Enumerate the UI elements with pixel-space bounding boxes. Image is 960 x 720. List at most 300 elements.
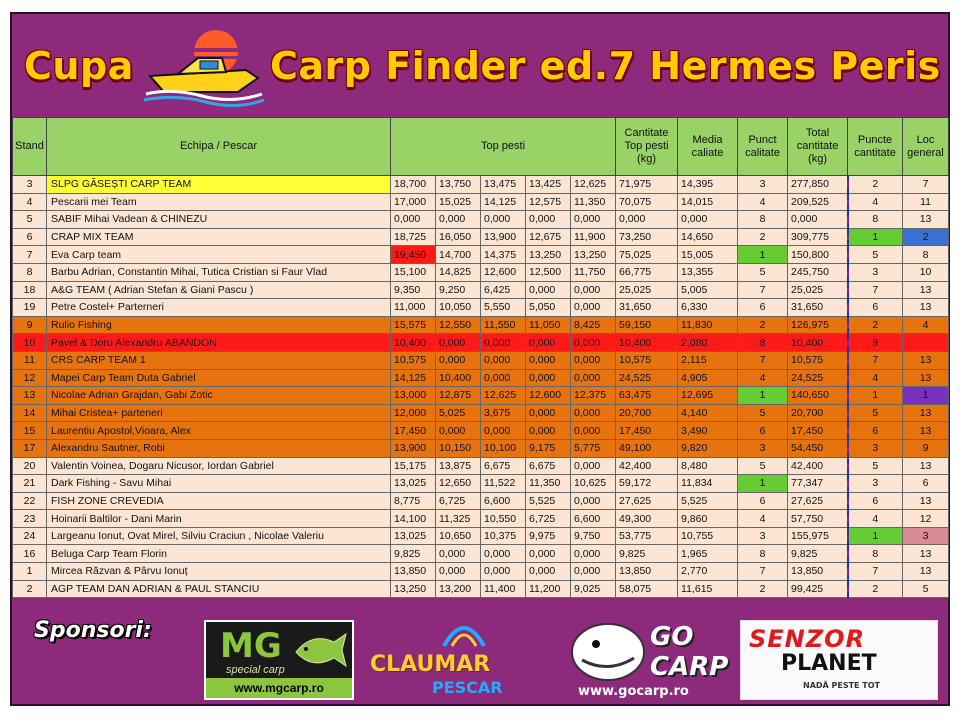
qty-points-cell: 1 (848, 387, 903, 405)
total-qty-cell: 24,525 (788, 369, 848, 387)
quality-points-cell: 1 (738, 246, 788, 264)
qty-top-cell: 20,700 (616, 404, 678, 422)
sponsors-strip (12, 612, 948, 704)
fish2-cell: 5,025 (436, 404, 481, 422)
quality-points-cell: 7 (738, 351, 788, 369)
title-part2: Carp Finder ed.7 Hermes Peris (270, 44, 941, 88)
overall-rank-cell: 3 (903, 527, 949, 545)
fish1-cell: 13,250 (391, 580, 436, 598)
qty-points-cell: 4 (848, 510, 903, 528)
fish2-cell: 16,050 (436, 228, 481, 246)
fish1-cell: 15,175 (391, 457, 436, 475)
mg-url: www.mgcarp.ro (206, 678, 352, 698)
senzor-text: SENZOR (749, 625, 866, 653)
stand-cell: 22 (13, 492, 47, 510)
qty-points-cell: 3 (848, 439, 903, 457)
qty-points-cell: 5 (848, 404, 903, 422)
total-qty-cell: 13,850 (788, 563, 848, 581)
average-cell: 2,115 (678, 351, 738, 369)
stand-cell: 12 (13, 369, 47, 387)
fish4-cell: 0,000 (526, 334, 571, 352)
table-row (13, 263, 949, 281)
fish4-cell: 12,500 (526, 263, 571, 281)
fish2-cell: 10,050 (436, 299, 481, 317)
fish2-cell: 9,250 (436, 281, 481, 299)
fish5-cell: 12,625 (571, 176, 616, 194)
fish5-cell: 0,000 (571, 422, 616, 440)
total-qty-cell: 27,625 (788, 492, 848, 510)
fish5-cell: 9,025 (571, 580, 616, 598)
table-row (13, 193, 949, 211)
quality-points-cell: 8 (738, 211, 788, 229)
table-row (13, 299, 949, 317)
qty-top-cell: 49,100 (616, 439, 678, 457)
table-row (13, 563, 949, 581)
table-row (13, 211, 949, 229)
fish1-cell: 12,000 (391, 404, 436, 422)
fish2-cell: 14,825 (436, 263, 481, 281)
team-cell: Nicolae Adrian Grajdan, Gabi Zotic (47, 387, 391, 405)
fish5-cell: 0,000 (571, 545, 616, 563)
quality-points-cell: 4 (738, 193, 788, 211)
fish4-cell: 5,525 (526, 492, 571, 510)
qty-top-cell: 13,850 (616, 563, 678, 581)
header-overall-rank: Loc general (903, 118, 949, 176)
table-row (13, 228, 949, 246)
qty-top-cell: 73,250 (616, 228, 678, 246)
team-cell: Largeanu Ionut, Ovat Mirel, Silviu Craciun , Nicolae Valeriu (47, 527, 391, 545)
total-qty-cell: 155,975 (788, 527, 848, 545)
stand-cell: 19 (13, 299, 47, 317)
fish2-cell: 6,725 (436, 492, 481, 510)
stand-cell: 11 (13, 351, 47, 369)
average-cell: 2,770 (678, 563, 738, 581)
overall-rank-cell: 13 (903, 351, 949, 369)
total-qty-cell: 209,525 (788, 193, 848, 211)
fish5-cell: 11,350 (571, 193, 616, 211)
team-cell: Beluga Carp Team Florin (47, 545, 391, 563)
qty-points-cell: 5 (848, 246, 903, 264)
overall-rank-cell: 5 (903, 580, 949, 598)
average-cell: 10,755 (678, 527, 738, 545)
fish1-cell: 13,000 (391, 387, 436, 405)
fish3-cell: 0,000 (481, 351, 526, 369)
total-qty-cell: 245,750 (788, 263, 848, 281)
team-cell: SABIF Mihai Vadean & CHINEZU (47, 211, 391, 229)
qty-points-cell: 8 (848, 545, 903, 563)
fish3-cell: 12,600 (481, 263, 526, 281)
header-total-qty: Total cantitate (kg) (788, 118, 848, 176)
fish3-cell: 12,625 (481, 387, 526, 405)
fish3-cell: 0,000 (481, 563, 526, 581)
qty-points-cell: 8 (848, 334, 903, 352)
table-row (13, 334, 949, 352)
qty-top-cell: 75,025 (616, 246, 678, 264)
mg-letters: MG (220, 626, 282, 666)
average-cell: 13,355 (678, 263, 738, 281)
fish1-cell: 9,825 (391, 545, 436, 563)
average-cell: 11,830 (678, 316, 738, 334)
average-cell: 11,834 (678, 475, 738, 493)
fish3-cell: 10,100 (481, 439, 526, 457)
fish4-cell: 0,000 (526, 281, 571, 299)
quality-points-cell: 5 (738, 263, 788, 281)
stand-cell: 23 (13, 510, 47, 528)
average-cell: 4,905 (678, 369, 738, 387)
fish1-cell: 17,450 (391, 422, 436, 440)
fish1-cell: 8,775 (391, 492, 436, 510)
overall-rank-cell: 6 (903, 475, 949, 493)
fish5-cell: 6,600 (571, 510, 616, 528)
total-qty-cell: 54,450 (788, 439, 848, 457)
quality-points-cell: 2 (738, 228, 788, 246)
fish3-cell: 14,125 (481, 193, 526, 211)
quality-points-cell: 4 (738, 510, 788, 528)
fish2-cell: 12,550 (436, 316, 481, 334)
results-table (12, 117, 949, 598)
team-cell: FISH ZONE CREVEDIA (47, 492, 391, 510)
fish5-cell: 0,000 (571, 299, 616, 317)
qty-points-cell: 2 (848, 580, 903, 598)
quality-points-cell: 3 (738, 527, 788, 545)
total-qty-cell: 140,650 (788, 387, 848, 405)
stand-cell: 7 (13, 246, 47, 264)
fish3-cell: 0,000 (481, 422, 526, 440)
fish4-cell: 13,425 (526, 176, 571, 194)
header-stand: Stand (13, 118, 47, 176)
gocarp-url: www.gocarp.ro (578, 684, 689, 699)
qty-points-cell: 1 (848, 228, 903, 246)
fish3-cell: 11,550 (481, 316, 526, 334)
total-qty-cell: 309,775 (788, 228, 848, 246)
fish-hook-icon (434, 616, 494, 652)
quality-points-cell: 2 (738, 580, 788, 598)
total-qty-cell: 10,400 (788, 334, 848, 352)
average-cell: 9,860 (678, 510, 738, 528)
fish4-cell: 0,000 (526, 211, 571, 229)
team-cell: Mihai Cristea+ parteneri (47, 404, 391, 422)
fish2-cell: 11,325 (436, 510, 481, 528)
mg-special-carp-logo (204, 620, 354, 700)
fish4-cell: 12,600 (526, 387, 571, 405)
total-qty-cell: 77,347 (788, 475, 848, 493)
fish5-cell: 13,250 (571, 246, 616, 264)
sponsors-label: Sponsori: (34, 618, 152, 643)
table-row (13, 545, 949, 563)
stand-cell: 10 (13, 334, 47, 352)
fish1-cell: 14,100 (391, 510, 436, 528)
fish2-cell: 15,025 (436, 193, 481, 211)
fish1-cell: 13,850 (391, 563, 436, 581)
team-cell: Rulio Fishing (47, 316, 391, 334)
fish4-cell: 0,000 (526, 422, 571, 440)
fish1-cell: 18,725 (391, 228, 436, 246)
qty-top-cell: 17,450 (616, 422, 678, 440)
table-row (13, 580, 949, 598)
overall-rank-cell: 13 (903, 422, 949, 440)
fish2-cell: 12,650 (436, 475, 481, 493)
fish4-cell: 0,000 (526, 563, 571, 581)
stand-cell: 4 (13, 193, 47, 211)
fish3-cell: 5,550 (481, 299, 526, 317)
overall-rank-cell (903, 334, 949, 352)
fish5-cell: 0,000 (571, 281, 616, 299)
quality-points-cell: 6 (738, 299, 788, 317)
fish4-cell: 0,000 (526, 545, 571, 563)
qty-top-cell: 10,400 (616, 334, 678, 352)
team-cell: SLPG GĂSEȘTI CARP TEAM (47, 176, 391, 194)
overall-rank-cell: 13 (903, 404, 949, 422)
fish2-cell: 10,150 (436, 439, 481, 457)
table-row (13, 457, 949, 475)
overall-rank-cell: 13 (903, 281, 949, 299)
qty-points-cell: 6 (848, 492, 903, 510)
stand-cell: 8 (13, 263, 47, 281)
fish5-cell: 0,000 (571, 351, 616, 369)
team-cell: CRS CARP TEAM 1 (47, 351, 391, 369)
qty-top-cell: 59,150 (616, 316, 678, 334)
claumar-subtitle: PESCAR (432, 678, 503, 697)
average-cell: 14,395 (678, 176, 738, 194)
team-cell: Dark Fishing - Savu Mihai (47, 475, 391, 493)
fish5-cell: 0,000 (571, 334, 616, 352)
team-cell: Valentin Voinea, Dogaru Nicusor, Iordan Gabriel (47, 457, 391, 475)
total-qty-cell: 42,400 (788, 457, 848, 475)
fish1-cell: 17,000 (391, 193, 436, 211)
fish4-cell: 12,675 (526, 228, 571, 246)
fish5-cell: 11,900 (571, 228, 616, 246)
fish5-cell: 9,750 (571, 527, 616, 545)
table-row (13, 439, 949, 457)
fish5-cell: 10,625 (571, 475, 616, 493)
fish3-cell: 10,550 (481, 510, 526, 528)
stand-cell: 9 (13, 316, 47, 334)
overall-rank-cell: 7 (903, 176, 949, 194)
total-qty-cell: 99,425 (788, 580, 848, 598)
claumar-name: CLAUMAR (370, 652, 491, 677)
fish2-cell: 0,000 (436, 334, 481, 352)
qty-points-cell: 8 (848, 211, 903, 229)
team-cell: Pavel & Doru Alexandru ABANDON (47, 334, 391, 352)
fish5-cell: 0,000 (571, 563, 616, 581)
fish1-cell: 19,450 (391, 246, 436, 264)
qty-top-cell: 31,650 (616, 299, 678, 317)
boat-logo-icon (142, 22, 266, 108)
fish1-cell: 10,400 (391, 334, 436, 352)
fish2-cell: 10,650 (436, 527, 481, 545)
team-cell: Pescarii mei Team (47, 193, 391, 211)
average-cell: 1,965 (678, 545, 738, 563)
fish1-cell: 13,025 (391, 475, 436, 493)
qty-points-cell: 6 (848, 422, 903, 440)
table-row (13, 316, 949, 334)
overall-rank-cell: 13 (903, 457, 949, 475)
overall-rank-cell: 13 (903, 563, 949, 581)
qty-points-cell: 3 (848, 263, 903, 281)
table-row (13, 369, 949, 387)
fish2-cell: 13,200 (436, 580, 481, 598)
team-cell: Alexandru Sautner, Robi (47, 439, 391, 457)
team-cell: Laurentiu Apostol,Vioara, Alex (47, 422, 391, 440)
qty-top-cell: 27,625 (616, 492, 678, 510)
header-qty-top: Cantitate Top pesti (kg) (616, 118, 678, 176)
fish4-cell: 9,975 (526, 527, 571, 545)
fish1-cell: 14,125 (391, 369, 436, 387)
fish1-cell: 10,575 (391, 351, 436, 369)
fish5-cell: 5,775 (571, 439, 616, 457)
fish3-cell: 0,000 (481, 545, 526, 563)
carp-fish-icon (292, 628, 348, 672)
total-qty-cell: 277,850 (788, 176, 848, 194)
stand-cell: 5 (13, 211, 47, 229)
fish5-cell: 0,000 (571, 492, 616, 510)
team-cell: Petre Costel+ Parterneri (47, 299, 391, 317)
fish1-cell: 15,575 (391, 316, 436, 334)
fish4-cell: 11,200 (526, 580, 571, 598)
overall-rank-cell: 8 (903, 246, 949, 264)
fish1-cell: 13,025 (391, 527, 436, 545)
fish4-cell: 6,725 (526, 510, 571, 528)
qty-points-cell: 5 (848, 457, 903, 475)
quality-points-cell: 5 (738, 404, 788, 422)
fish3-cell: 10,375 (481, 527, 526, 545)
overall-rank-cell: 13 (903, 211, 949, 229)
fish4-cell: 6,675 (526, 457, 571, 475)
scoreboard-frame (10, 12, 950, 706)
total-qty-cell: 57,750 (788, 510, 848, 528)
fish4-cell: 13,250 (526, 246, 571, 264)
quality-points-cell: 1 (738, 387, 788, 405)
quality-points-cell: 2 (738, 316, 788, 334)
total-qty-cell: 31,650 (788, 299, 848, 317)
fish4-cell: 11,050 (526, 316, 571, 334)
qty-top-cell: 0,000 (616, 211, 678, 229)
fish2-cell: 0,000 (436, 545, 481, 563)
qty-top-cell: 70,075 (616, 193, 678, 211)
total-qty-cell: 20,700 (788, 404, 848, 422)
fish4-cell: 0,000 (526, 404, 571, 422)
fish1-cell: 11,000 (391, 299, 436, 317)
overall-rank-cell: 1 (903, 387, 949, 405)
stand-cell: 14 (13, 404, 47, 422)
qty-top-cell: 9,825 (616, 545, 678, 563)
fish1-cell: 13,900 (391, 439, 436, 457)
quality-points-cell: 3 (738, 439, 788, 457)
table-row (13, 527, 949, 545)
senzor-tagline: NADĂ PESTE TOT (803, 681, 881, 690)
quality-points-cell: 7 (738, 563, 788, 581)
qty-points-cell: 2 (848, 316, 903, 334)
fish1-cell: 18,700 (391, 176, 436, 194)
qty-top-cell: 10,575 (616, 351, 678, 369)
qty-top-cell: 63,475 (616, 387, 678, 405)
average-cell: 12,695 (678, 387, 738, 405)
fish3-cell: 11,400 (481, 580, 526, 598)
fish3-cell: 11,522 (481, 475, 526, 493)
stand-cell: 3 (13, 176, 47, 194)
fish4-cell: 5,050 (526, 299, 571, 317)
total-qty-cell: 10,575 (788, 351, 848, 369)
planet-text: PLANET (781, 651, 877, 676)
header-row (13, 118, 949, 176)
gocarp-name: GO CARP (650, 622, 729, 682)
overall-rank-cell: 11 (903, 193, 949, 211)
qty-points-cell: 2 (848, 176, 903, 194)
claumar-pescar-logo (362, 616, 562, 702)
total-qty-cell: 9,825 (788, 545, 848, 563)
fish2-cell: 12,875 (436, 387, 481, 405)
qty-top-cell: 25,025 (616, 281, 678, 299)
team-cell: Barbu Adrian, Constantin Mihai, Tutica Cristian si Faur Vlad (47, 263, 391, 281)
gocarp-logo (568, 614, 738, 702)
table-row (13, 422, 949, 440)
team-cell: Hoinarii Baltilor - Dani Marin (47, 510, 391, 528)
team-cell: CRAP MIX TEAM (47, 228, 391, 246)
fish4-cell: 9,175 (526, 439, 571, 457)
qty-points-cell: 7 (848, 281, 903, 299)
average-cell: 0,000 (678, 211, 738, 229)
fish5-cell: 0,000 (571, 404, 616, 422)
average-cell: 8,480 (678, 457, 738, 475)
stand-cell: 6 (13, 228, 47, 246)
table-row (13, 492, 949, 510)
fish5-cell: 0,000 (571, 211, 616, 229)
table-row (13, 475, 949, 493)
fish2-cell: 0,000 (436, 211, 481, 229)
fish3-cell: 6,600 (481, 492, 526, 510)
fish5-cell: 11,750 (571, 263, 616, 281)
average-cell: 5,525 (678, 492, 738, 510)
average-cell: 4,140 (678, 404, 738, 422)
qty-top-cell: 71,975 (616, 176, 678, 194)
total-qty-cell: 17,450 (788, 422, 848, 440)
average-cell: 9,820 (678, 439, 738, 457)
overall-rank-cell: 9 (903, 439, 949, 457)
team-cell: Mircea Răzvan & Pârvu Ionuț (47, 563, 391, 581)
table-row (13, 176, 949, 194)
fish4-cell: 11,350 (526, 475, 571, 493)
table-row (13, 387, 949, 405)
fish3-cell: 0,000 (481, 211, 526, 229)
average-cell: 5,005 (678, 281, 738, 299)
table-row (13, 510, 949, 528)
fish1-cell: 0,000 (391, 211, 436, 229)
header-top-fish: Top pesti (391, 118, 616, 176)
fish2-cell: 14,700 (436, 246, 481, 264)
stand-cell: 15 (13, 422, 47, 440)
qty-points-cell: 3 (848, 475, 903, 493)
qty-top-cell: 58,075 (616, 580, 678, 598)
fish5-cell: 12,375 (571, 387, 616, 405)
fish3-cell: 0,000 (481, 334, 526, 352)
quality-points-cell: 8 (738, 545, 788, 563)
fish2-cell: 13,875 (436, 457, 481, 475)
senzor-planet-logo (740, 620, 938, 700)
fish3-cell: 6,425 (481, 281, 526, 299)
fish2-cell: 0,000 (436, 351, 481, 369)
fish5-cell: 0,000 (571, 457, 616, 475)
fish2-cell: 0,000 (436, 563, 481, 581)
qty-top-cell: 53,775 (616, 527, 678, 545)
qty-points-cell: 7 (848, 351, 903, 369)
table-row (13, 404, 949, 422)
quality-points-cell: 8 (738, 334, 788, 352)
qty-points-cell: 4 (848, 193, 903, 211)
stand-cell: 13 (13, 387, 47, 405)
stand-cell: 2 (13, 580, 47, 598)
header-qty-points: Puncte cantitate (848, 118, 903, 176)
qty-points-cell: 4 (848, 369, 903, 387)
